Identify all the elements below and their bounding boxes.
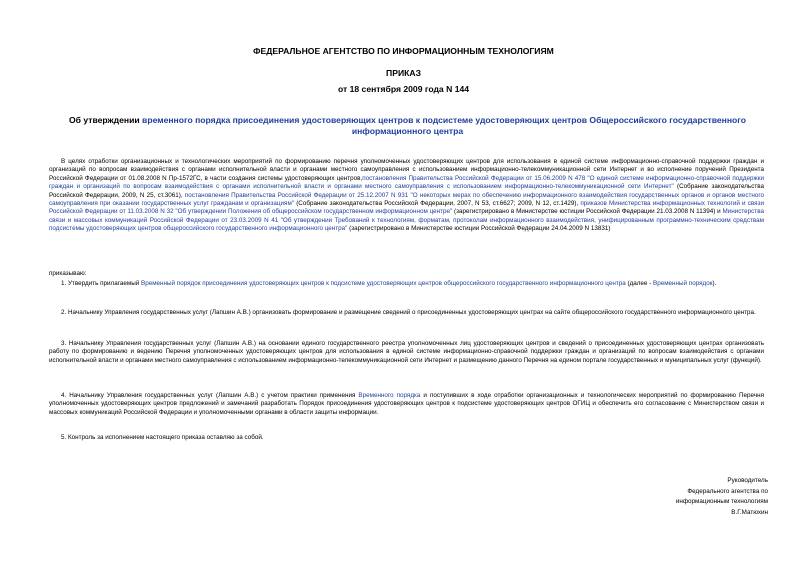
item-1-link-short[interactable]: Временный порядок	[653, 280, 713, 287]
preamble-text-4: (зарегистрировано в Министерстве юстиции Российской Федерации 21.03.2008 N 11394) и	[452, 208, 723, 216]
item-4-link-procedure[interactable]: Временного порядка	[358, 392, 421, 399]
signature-name: В.Г.Матюхин	[731, 508, 768, 516]
signature-block	[608, 476, 768, 518]
item-4-text-b: и поступивших в ходе отработки организационных и технологических мероприятий по формированию Перечня уполномоченных удостоверяющих центров предложений и замечаний разработать Порядок присоединения удостоверяющих центров к подсистеме удостоверяющих центров ОГИЦ и обеспечить его согласование с Министерством связи и массовых коммуникаций Российской Федерации и уполномоченными органами в области защиты информации.	[49, 392, 765, 416]
agency-name: ФЕДЕРАЛЬНОЕ АГЕНТСТВО ПО ИНФОРМАЦИОННЫМ ТЕХНОЛОГИЯМ	[253, 46, 554, 56]
signature-agency-line-2: информационным технологиям	[675, 498, 768, 505]
document-date-number: от 18 сентября 2009 года N 144	[337, 84, 470, 94]
preamble-link-order-41[interactable]: Министерства связи и массовых коммуникаций Российской Федерации от 23.03.2009 N 41 "Об утверждении Требований к технологиям, форматам, протоколам информационного взаимодействия, унифицированным программно-техническим средствам подсистемы удостоверяющих центров общероссийского государственного информационного центра"	[49, 208, 764, 233]
preamble-paragraph	[49, 158, 764, 234]
signature-position: Руководитель	[727, 477, 768, 484]
item-3-paragraph: 3. Начальнику Управления государственных услуг (Лапшин А.В.) на основании единого государственного реестра уполномоченных лиц удостоверяющих центров и сведений о присоединенных удостоверяющих центрах организовать работу по формированию и ведению Перечня уполномоченных удостоверяющих центров для использования в единой системе информационно-справочной поддержки граждан и организаций по вопросам взаимодействия с органами исполнительной власти и органами местного самоуправления с использованием информационно-телекоммуникационной сети Интернет и размещению данного Перечня на едином портале государственных и муниципальных услуг (функций).	[49, 340, 764, 364]
preamble-text-1: В целях отработки организационных и технологических мероприятий по формированию перечня уполномоченных удостоверяющих центров для использования в единой системе информационно-справочной поддержки граждан и организаций по вопросам взаимодействия с органами исполнительной власти и органами местного самоуправления с использованием информационно-телекоммуникационной сети Интернет и во исполнение поручений Президента Российской Федерации от 01.08.2008 N Пр-1572ГС, в части создания системы удостоверяющих центров,	[49, 158, 764, 182]
item-4-text-a: 4. Начальнику Управления государственных услуг (Лапшин А.В.) с учетом практики применения	[61, 392, 359, 399]
preamble-text-3: (Собрание законодательства Российской Федерации, 2007, N 53, ст.6627; 2009, N 12, ст.1429),	[294, 200, 581, 208]
document-type: ПРИКАЗ	[386, 68, 421, 78]
preamble-link-order-32[interactable]: приказов Министерства информационных технологий и связи Российской Федерации от 11.03.2008 N 32 "Об утверждении Положения об общероссийском государственном информационном центре"	[49, 200, 764, 216]
preamble-link-decree-931[interactable]: постановления Правительства Российской Федерации от 25.12.2007 N 931 "О некоторых мерах по обеспечению информационного взаимодействия государственных органов и органов местного самоуправления при оказании государственных услуг гражданам и организациям"	[49, 191, 764, 208]
item-1-link-procedure[interactable]: Временный порядок присоединения удостоверяющих центров к подсистеме удостоверяющих центров общероссийского государственного информационного центра	[141, 280, 626, 287]
item-2-paragraph: 2. Начальнику Управления государственных услуг (Лапшин А.В.) организовать формирование и размещение сведений о присоединенных удостоверяющих центрах на сайте общероссийского государственного информационного центра.	[61, 309, 756, 316]
title-link[interactable]: временного порядка присоединения удостоверяющих центров к подсистеме удостоверяющих центров Общероссийского государственного информационного центра	[142, 115, 746, 136]
preamble-text-2: (Собрание законодательства Российской Федерации, 2009, N 25, ст.3061),	[49, 183, 764, 199]
document-title	[50, 115, 765, 137]
item-1-text-a: 1. Утвердить прилагаемый	[61, 280, 142, 287]
item-5-paragraph: 5. Контроль за исполнением настоящего приказа оставляю за собой.	[61, 434, 264, 441]
signature-agency-line-1: Федерального агентства по	[687, 487, 768, 495]
item-1-text-c: ).	[712, 280, 717, 287]
item-1-paragraph	[49, 280, 764, 288]
item-4-paragraph	[49, 392, 764, 417]
order-word: приказываю:	[49, 270, 87, 277]
item-1-text-b: (далее -	[625, 280, 654, 287]
preamble-link-decree-478[interactable]: постановления Правительства Российской Федерации от 15.06.2009 N 478 "О единой системе информационно-справочной поддержки граждан и организаций по вопросам взаимодействия с органами исполнительной власти и органами местного самоуправления с использованием информационно-телекоммуникационной сети Интернет"	[49, 174, 764, 191]
title-prefix: Об утверждении	[69, 115, 143, 125]
preamble-text-5: (зарегистрировано в Министерстве юстиции Российской Федерации 24.04.2009 N 13831)	[347, 225, 611, 233]
